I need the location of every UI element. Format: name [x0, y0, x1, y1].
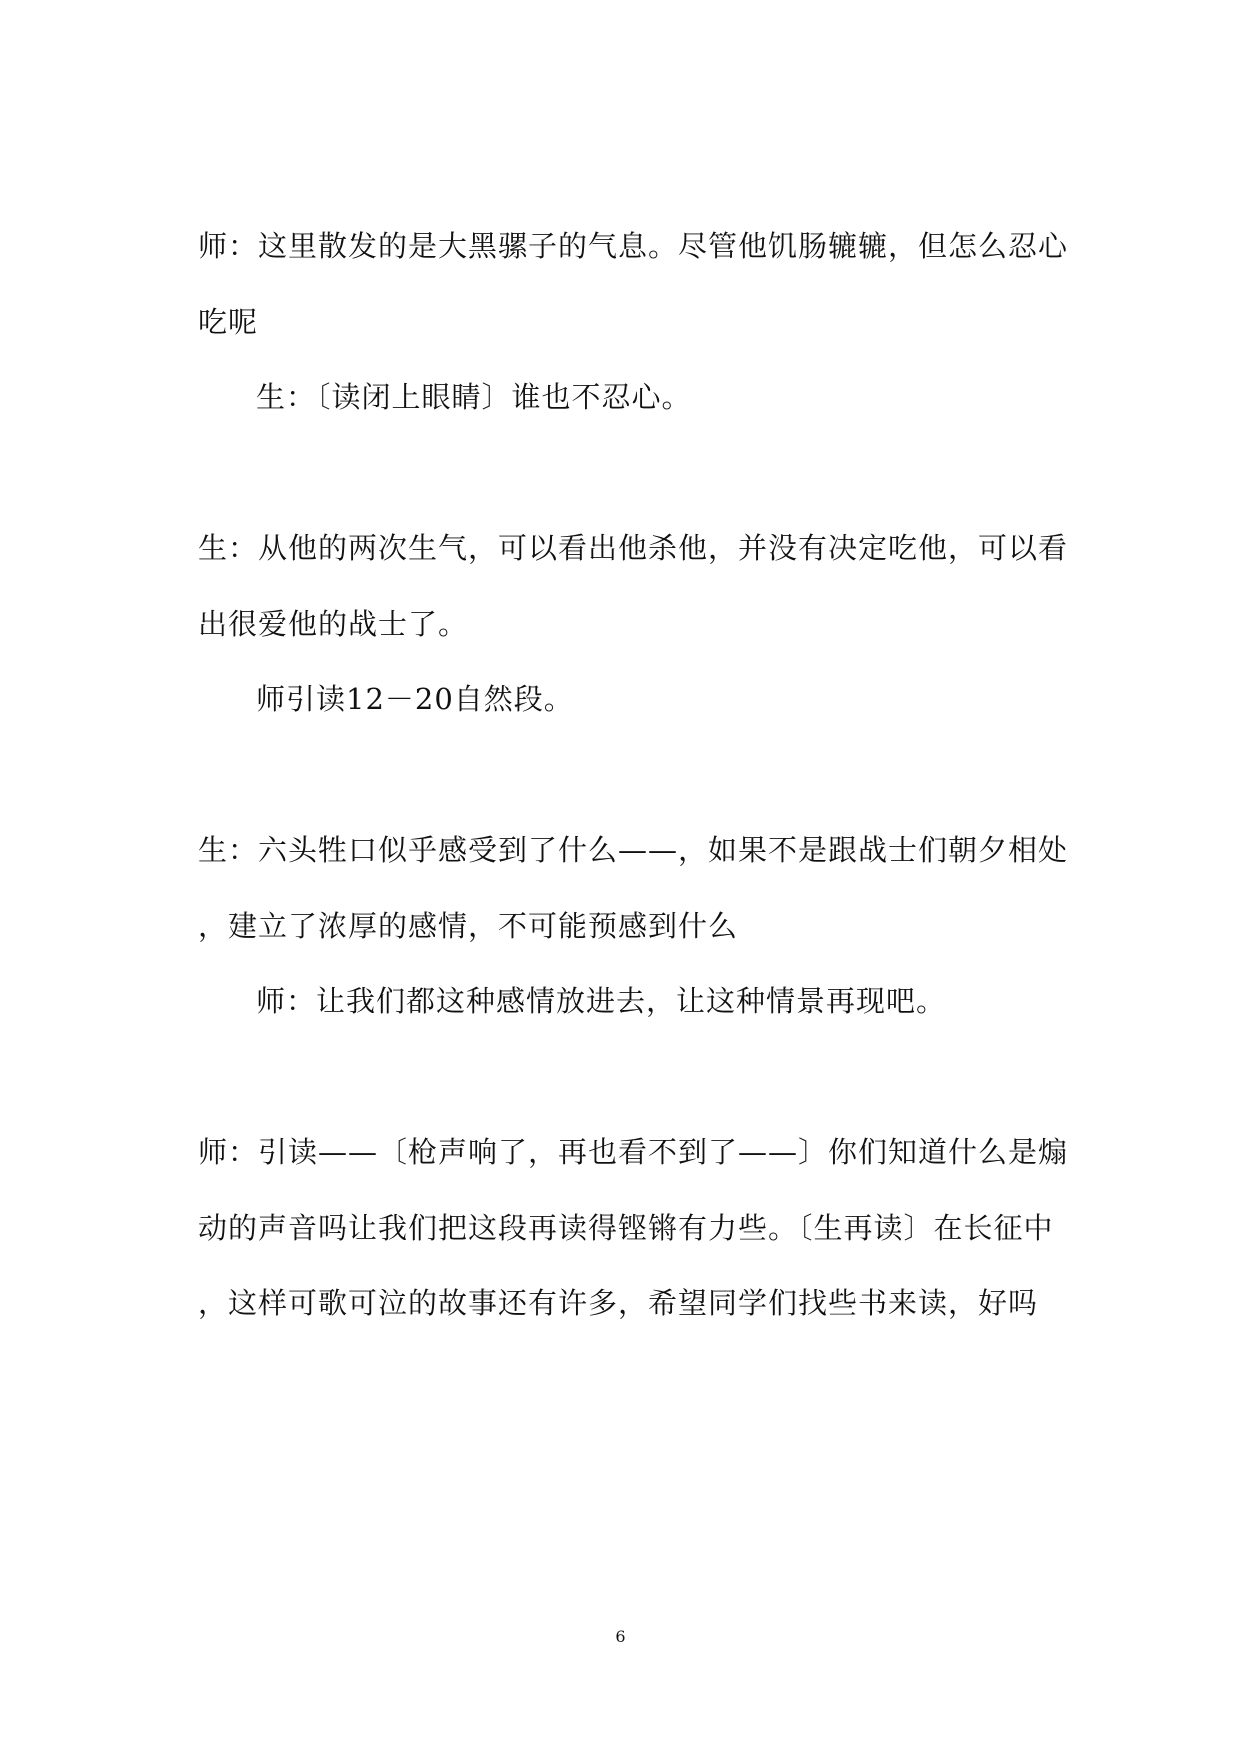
- page-number: 6: [615, 1627, 626, 1646]
- paragraph-4-line-1: 师引读12－20自然段。: [256, 682, 574, 716]
- paragraph-1-line-2: 吃呢: [198, 305, 259, 339]
- paragraph-3-line-1: 生：从他的两次生气，可以看出他杀他，并没有决定吃他，可以看: [198, 531, 1069, 565]
- paragraph-3-line-2: 出很爱他的战士了。: [198, 607, 469, 641]
- paragraph-7-line-3: ，这样可歌可泣的故事还有许多，希望同学们找些书来读，好吗: [198, 1286, 1039, 1320]
- paragraph-5-line-1: 生：六头牲口似乎感受到了什么——，如果不是跟战士们朝夕相处: [198, 833, 1069, 867]
- paragraph-7-line-1: 师：引读——〔枪声响了，再也看不到了——〕你们知道什么是煽: [198, 1135, 1069, 1169]
- paragraph-2-line-1: 生：〔读闭上眼睛〕谁也不忍心。: [256, 380, 692, 414]
- paragraph-7-line-2: 动的声音吗让我们把这段再读得铿锵有力些。〔生再读〕在长征中: [198, 1211, 1054, 1245]
- paragraph-5-line-2: ，建立了浓厚的感情，不可能预感到什么: [198, 909, 739, 943]
- paragraph-1-line-1: 师：这里散发的是大黑骡子的气息。尽管他饥肠辘辘，但怎么忍心: [198, 229, 1069, 263]
- paragraph-6-line-1: 师：让我们都这种感情放进去，让这种情景再现吧。: [256, 984, 947, 1018]
